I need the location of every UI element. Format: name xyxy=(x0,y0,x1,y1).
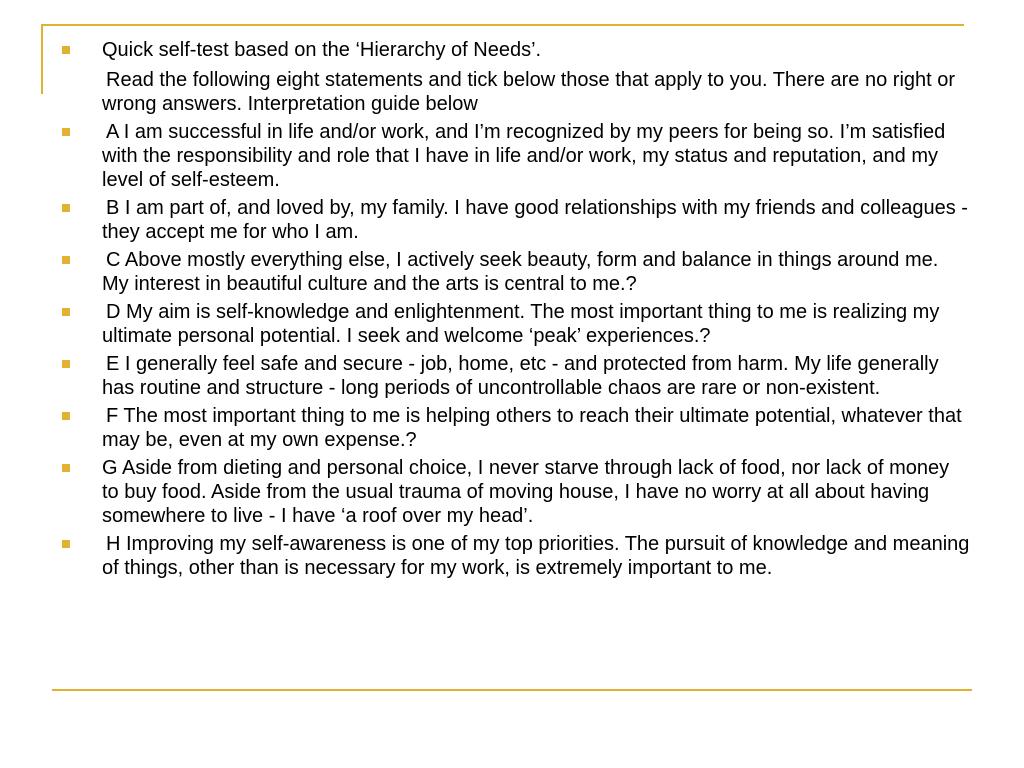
square-bullet-icon xyxy=(62,204,70,212)
statement-c xyxy=(60,248,970,296)
list-item-instructions xyxy=(60,68,970,116)
top-divider xyxy=(42,24,964,26)
statement-text: B I am part of, and loved by, my family. I have good relationships with my friends and colleagues - they accept me for who I am. xyxy=(102,197,968,243)
square-bullet-icon xyxy=(62,46,70,54)
intro-instructions: Read the following eight statements and tick below those that apply to you. There are no right or wrong answers. Interpretation guide below xyxy=(102,69,956,115)
bullet-list xyxy=(60,38,970,580)
statement-text: D My aim is self-knowledge and enlightenment. The most important thing to me is realizing my ultimate personal potential. I seek and welcome ‘peak’ experiences.? xyxy=(102,301,940,347)
statement-text: E I generally feel safe and secure - job, home, etc - and protected from harm. My life generally has routine and structure - long periods of uncontrollable chaos are rare or non-existent. xyxy=(102,353,939,399)
square-bullet-icon xyxy=(62,360,70,368)
square-bullet-icon xyxy=(62,464,70,472)
statement-e xyxy=(60,352,970,400)
list-item-intro xyxy=(60,38,970,62)
square-bullet-icon xyxy=(62,128,70,136)
square-bullet-icon xyxy=(62,256,70,264)
statement-b xyxy=(60,196,970,244)
square-bullet-icon xyxy=(62,540,70,548)
statement-f xyxy=(60,404,970,452)
left-divider xyxy=(41,24,43,94)
intro-title: Quick self-test based on the ‘Hierarchy of Needs’. xyxy=(102,39,542,61)
statement-text: F The most important thing to me is helping others to reach their ultimate potential, whatever that may be, even at my own expense.? xyxy=(102,405,962,451)
square-bullet-icon xyxy=(62,308,70,316)
statement-a xyxy=(60,120,970,192)
statement-text: C Above mostly everything else, I actively seek beauty, form and balance in things around me. My interest in beautiful culture and the arts is central to me.? xyxy=(102,249,939,295)
statement-text: G Aside from dieting and personal choice, I never starve through lack of food, nor lack of money to buy food. Aside from the usual trauma of moving house, I have no worry at all about having somewhere to live - I have ‘a roof over my head’. xyxy=(102,457,950,527)
statement-text: A I am successful in life and/or work, and I’m recognized by my peers for being so. I’m satisfied with the responsibility and role that I have in life and/or work, my status and reputation, and my level of self-esteem. xyxy=(102,121,946,191)
statement-d xyxy=(60,300,970,348)
bottom-divider xyxy=(52,689,972,691)
statement-text: H Improving my self-awareness is one of my top priorities. The pursuit of knowledge and meaning of things, other than is necessary for my work, is extremely important to me. xyxy=(102,533,970,579)
square-bullet-icon xyxy=(62,412,70,420)
statement-h xyxy=(60,532,970,580)
statement-g xyxy=(60,456,970,528)
